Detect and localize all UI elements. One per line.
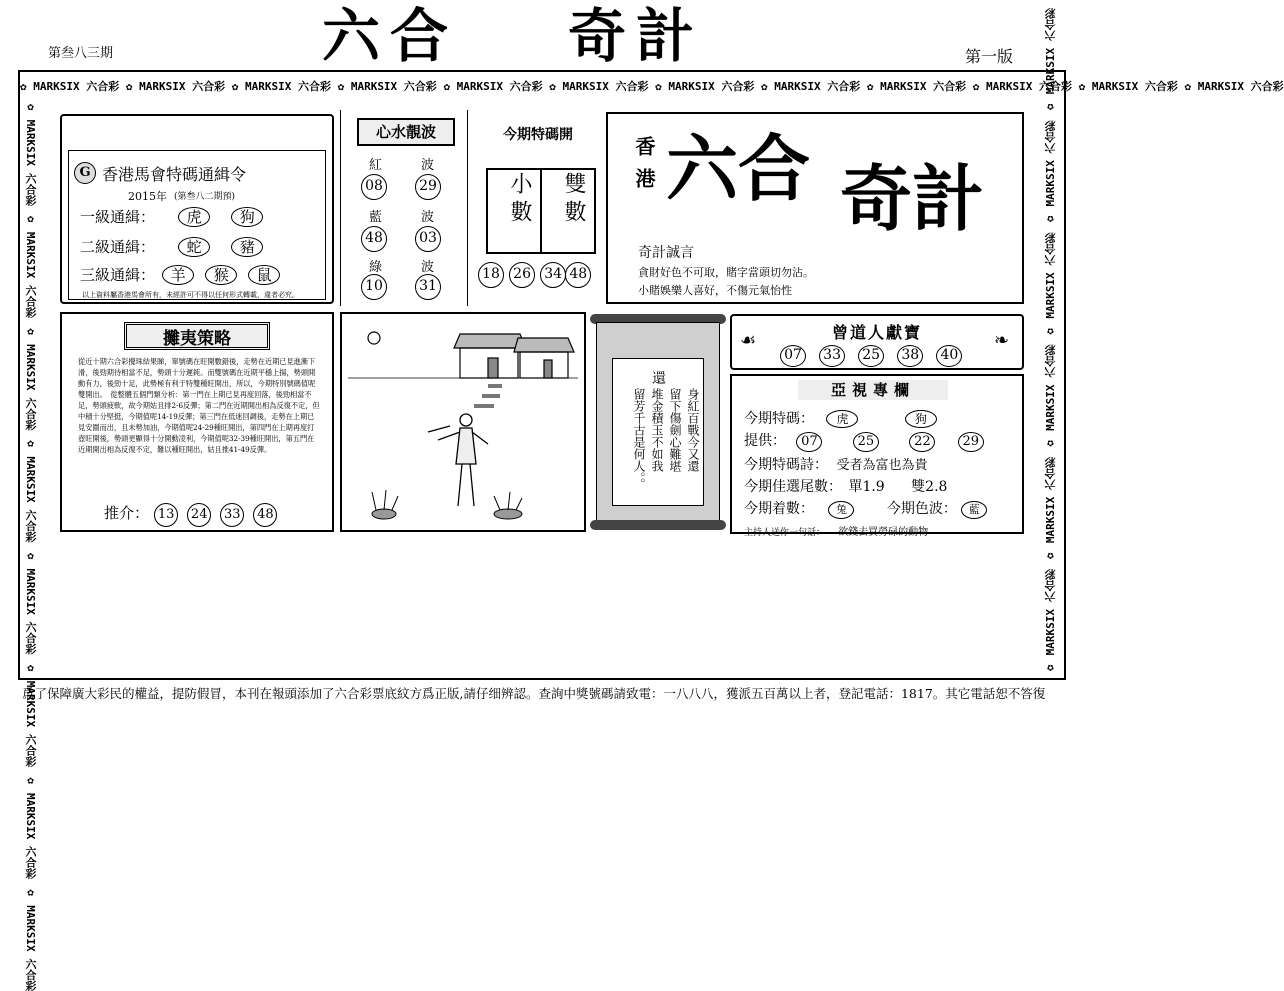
column-panel: [730, 374, 1024, 538]
column-special-row: [744, 408, 937, 428]
zodiac-monkey: 猴: [205, 265, 237, 285]
zodiac-snake: 蛇: [178, 237, 210, 257]
poem-label: 今期特碼詩：: [744, 457, 828, 473]
strategy-panel: [60, 312, 334, 532]
offer-numbers: [780, 344, 962, 367]
special-double: 雙數: [561, 172, 586, 228]
special-title: 今期特碼開: [503, 127, 573, 143]
zodiac-tiger: 虎: [826, 410, 858, 428]
illustration-panel: [340, 312, 586, 532]
jockey-club-logo: G: [74, 162, 96, 184]
scroll-col: 堆金積玉不如我: [650, 388, 664, 472]
column-tail-row: [744, 476, 947, 496]
masthead-title-right: 奇計: [568, 2, 705, 70]
wanted-year: 2015年: [128, 190, 167, 203]
offer-num: 40: [936, 345, 962, 367]
banner-motto-line: 貪財好色不可取，賭字當頭切勿沾。: [638, 266, 814, 279]
offer-panel: [730, 314, 1024, 370]
provide-num: 07: [796, 432, 822, 452]
banner-motto-title: 奇計誠言: [638, 245, 694, 261]
water-green-label: 綠: [369, 260, 383, 275]
banner-title-left: 六合: [666, 127, 811, 211]
water-panel: [340, 110, 468, 306]
special-num: 18: [478, 262, 504, 288]
zodiac-rat: 鼠: [248, 265, 280, 285]
strategy-title: 攤夷策略: [124, 322, 270, 350]
tail-single: 單1.9: [848, 479, 885, 495]
tail-label: 今期佳選尾數：: [744, 479, 842, 495]
column-host-row: [744, 520, 928, 539]
wanted-issue-note: (第叁八二期預): [174, 192, 236, 202]
special-numbers: [478, 262, 591, 288]
push-label: 推介：: [104, 504, 150, 522]
water-red-wave: 波: [421, 158, 435, 173]
water-green-wave: 波: [421, 260, 435, 275]
offer-num: 07: [780, 345, 806, 367]
provide-num: 25: [853, 432, 879, 452]
footer-notice: 爲了保障廣大彩民的權益，提防假冒，本刊在報頭添加了六合彩票底紋方爲正版,請仔细辨認。查詢中獎號碼請致電：一八八八，獲派五百萬以上者，登記電話：1817。其它電話恕不答復: [22, 686, 1046, 701]
push-num: 24: [187, 503, 211, 527]
water-title: 心水靚波: [357, 118, 455, 146]
banner-side-label: 香港: [632, 136, 656, 200]
special-num: 34: [540, 262, 566, 288]
wanted-footnote: 以上資料屬香港馬會所有，未經許可不得以任何形式轉載，違者必究。: [82, 291, 299, 299]
scroll-col: 留下傷劍心難堪: [668, 388, 682, 472]
wanted-level-3: [80, 264, 280, 285]
push-num: 33: [220, 503, 244, 527]
left-pattern-strip: ✿ MARKSIX 六合彩 ✿ MARKSIX 六合彩 ✿ MARKSIX 六合彩 ✿ MARKSIX 六合彩 ✿ MARKSIX 六合彩 ✿ MARKSIX 六合彩 ✿ MARKSIX 六合彩 ✿ MARKSIX 六合彩: [24, 100, 37, 991]
poem-text: 受者為富也為貴: [836, 458, 928, 473]
wanted-level-2: [80, 236, 263, 257]
zodiac-tiger: 虎: [178, 207, 210, 227]
masthead-title-left: 六合: [322, 2, 459, 70]
special-num: 26: [509, 262, 535, 288]
special-panel: [470, 110, 602, 306]
scroll-panel: [590, 312, 726, 532]
top-pattern-strip: ✿ MARKSIX 六合彩 ✿ MARKSIX 六合彩 ✿ MARKSIX 六合彩 ✿ MARKSIX 六合彩 ✿ MARKSIX 六合彩 ✿ MARKSIX 六合彩 ✿ MARKSIX 六合彩 ✿ MARKSIX 六合彩 ✿ MARKSIX 六合彩 ✿ MARKSIX 六合彩 ✿ MARKSIX 六合彩 ✿ MARKSIX 六合彩: [20, 80, 1284, 93]
pick-label: 今期着數：: [744, 501, 814, 517]
wanted-panel: [60, 114, 334, 304]
banner-motto-line: 小賭娛樂人喜好，不傷元氣怡性: [638, 284, 792, 297]
offer-num: 38: [897, 345, 923, 367]
host-words: 欲錢去買勞碌的動物: [838, 527, 929, 538]
water-red-label: 紅: [369, 158, 383, 173]
color-wave-value: 藍: [961, 501, 987, 519]
water-blue-num: 48: [361, 226, 387, 252]
special-label: 今期特碼：: [744, 411, 814, 427]
special-num: 48: [565, 262, 591, 288]
strategy-push: [104, 502, 277, 527]
banner-panel: [606, 112, 1024, 304]
column-provide-row: [744, 430, 984, 452]
water-red-num: 08: [361, 174, 387, 200]
offer-title: 曾道人獻寶: [831, 323, 922, 342]
water-green-num: 10: [361, 274, 387, 300]
offer-ornament-left: ☙: [740, 330, 757, 351]
wanted-title: 香港馬會特碼通緝令: [102, 165, 247, 184]
zodiac-rabbit: 兔: [828, 501, 854, 519]
provide-num: 22: [909, 432, 935, 452]
level-label: 一級通緝：: [80, 208, 156, 226]
banner-title-right: 奇計: [840, 157, 985, 241]
scroll-rod-bottom: [590, 520, 726, 530]
water-red-num: 29: [415, 174, 441, 200]
column-pick-row: [744, 498, 987, 519]
zodiac-goat: 羊: [162, 265, 194, 285]
landscape-illustration: [342, 314, 584, 530]
zodiac-pig: 豬: [231, 237, 263, 257]
column-poem-row: [744, 454, 927, 474]
scroll-col: 身紅百戰今又還: [686, 388, 700, 472]
header: [0, 0, 1080, 70]
level-label: 二級通緝：: [80, 238, 156, 256]
provide-num: 29: [958, 432, 984, 452]
push-num: 13: [154, 503, 178, 527]
column-title: 亞視專欄: [798, 380, 948, 400]
scroll-col: 留芳千古是何人。。: [632, 388, 646, 490]
zodiac-dog: 狗: [231, 207, 263, 227]
offer-num: 25: [858, 345, 884, 367]
push-num: 48: [253, 503, 277, 527]
strategy-body: 從近十期六合彩攪珠結果睇，單號碼在旺開數錯後，走勢在近期已見進漸下滑，後勁期待相當不足，勢頭十分遲鈍。而雙號碼在近期平穩上揚，勢頭開動有力，後勁十足，此勢極有利于特雙種旺開出，所以，今期特別號碼值呢雙開出。 從整體五個門類分析：第一門在上期已見再度回落，後勁相當不足，勢頭疲軟，故今期姑且排2-6反彈；第二門在近期開出相為反復不定，但中積十分堅挺，今期值呢14-19反彈；第三門在低迷回調後，走勢在上期已見安圍而出，且未勢加油，今期值呢24-29種旺開出，第四門在上期再度打壺旺開後，勢頭更顯得十分開動凌利，今期值呢32-39種旺開出，第五門在近期開出相為反復不定，難以種旺開出，姑且推41-49反彈。: [78, 357, 320, 454]
special-small: 小數: [507, 172, 532, 228]
water-green-num: 31: [415, 274, 441, 300]
offer-ornament-right: ❧: [994, 330, 1010, 351]
strip-text: ✿ MARKSIX 六合彩: [20, 80, 126, 93]
wanted-level-1: [80, 206, 263, 227]
water-blue-label: 藍: [369, 210, 383, 225]
special-divider: [540, 168, 542, 254]
host-label: 主持人送你一句話：: [744, 528, 826, 538]
tail-double: 雙2.8: [911, 479, 948, 495]
offer-num: 33: [819, 345, 845, 367]
zodiac-dog: 狗: [905, 410, 937, 428]
issue-number: 第叁八三期: [48, 46, 114, 61]
water-blue-num: 03: [415, 226, 441, 252]
edition-label: 第一版: [965, 47, 1014, 66]
level-label: 三級通緝：: [80, 266, 156, 284]
right-pattern-strip: ✿ MARKSIX 六合彩 ✿ MARKSIX 六合彩 ✿ MARKSIX 六合彩 ✿ MARKSIX 六合彩 ✿ MARKSIX 六合彩 ✿ MARKSIX 六合彩: [1044, 1, 1057, 675]
provide-label: 提供：: [744, 433, 786, 449]
water-blue-wave: 波: [421, 210, 435, 225]
scroll-title: 還: [652, 371, 666, 387]
color-label: 今期色波：: [886, 501, 957, 517]
